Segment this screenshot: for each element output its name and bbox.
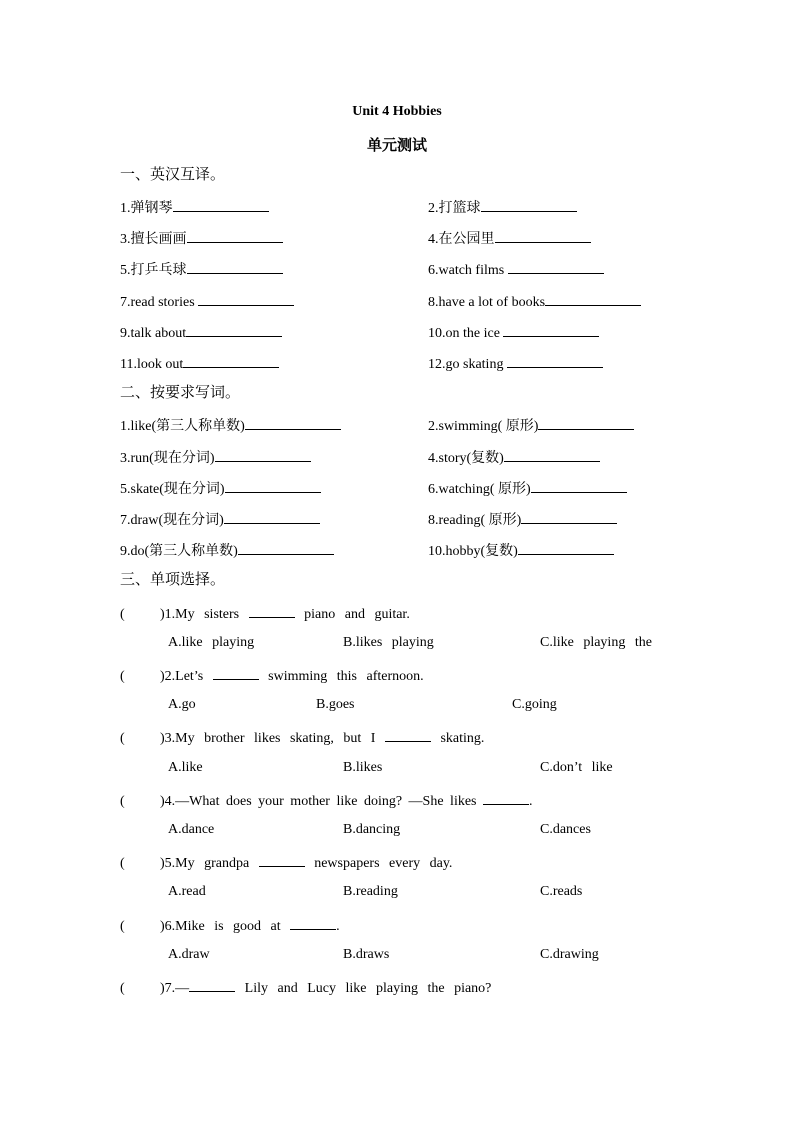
answer-blank[interactable] — [481, 197, 577, 212]
translation-item — [120, 259, 283, 280]
option-b[interactable]: B.goes — [316, 697, 355, 712]
page-subtitle: 单元测试 — [366, 138, 427, 154]
answer-blank[interactable] — [385, 727, 431, 742]
answer-blank[interactable] — [521, 509, 617, 524]
answer-blank[interactable] — [183, 353, 279, 368]
stem-text: )3.My brother likes skating, but I — [160, 731, 385, 746]
answer-blank[interactable] — [495, 228, 591, 243]
translation-item — [120, 353, 279, 374]
option-a[interactable]: A.like playing — [168, 635, 255, 650]
item-text: 7.read stories — [120, 295, 199, 310]
stem-text: piano and guitar. — [294, 607, 410, 622]
answer-blank[interactable] — [545, 291, 641, 306]
item-text: 9.talk about — [120, 326, 187, 341]
word-form-item — [428, 540, 614, 561]
item-text: 4.在公园里 — [428, 232, 495, 247]
stem-text: skating. — [430, 731, 485, 746]
question-stem — [120, 665, 424, 686]
item-text: 7.draw(现在分词) — [120, 513, 224, 528]
item-text: 1.弹钢琴 — [120, 201, 173, 216]
answer-blank[interactable] — [249, 603, 295, 618]
answer-blank[interactable] — [290, 915, 336, 930]
item-text: 10.hobby(复数) — [428, 544, 518, 559]
answer-paren[interactable]: ( — [120, 919, 125, 934]
answer-blank[interactable] — [538, 415, 634, 430]
stem-text: )4.—What does your mother like doing? —She likes — [160, 794, 483, 809]
stem-text: . — [529, 794, 533, 809]
option-a[interactable]: A.like — [168, 760, 203, 775]
item-text: 2.打篮球 — [428, 201, 481, 216]
word-form-item — [120, 478, 321, 499]
word-form-item — [120, 540, 334, 561]
word-form-item — [120, 447, 311, 468]
translation-item — [428, 259, 604, 280]
translation-item — [428, 197, 577, 218]
section1-heading: 一、英汉互译。 — [120, 167, 226, 183]
answer-paren[interactable]: ( — [120, 669, 125, 684]
stem-text: . — [336, 919, 340, 934]
question-stem — [120, 603, 410, 624]
answer-blank[interactable] — [189, 977, 235, 992]
question-stem — [120, 915, 340, 936]
option-c[interactable]: C.like playing the — [540, 635, 652, 650]
answer-blank[interactable] — [504, 447, 600, 462]
item-text: 11.look out — [120, 357, 184, 372]
answer-paren[interactable]: ( — [120, 731, 125, 746]
option-c[interactable]: C.don’t like — [540, 760, 613, 775]
answer-blank[interactable] — [503, 322, 599, 337]
translation-item — [120, 228, 283, 249]
word-form-item — [428, 447, 600, 468]
answer-blank[interactable] — [518, 540, 614, 555]
option-a[interactable]: A.dance — [168, 822, 215, 837]
answer-blank[interactable] — [198, 291, 294, 306]
answer-blank[interactable] — [238, 540, 334, 555]
item-text: 9.do(第三人称单数) — [120, 544, 238, 559]
section2-heading: 二、按要求写词。 — [120, 385, 241, 401]
item-text: 6.watch films — [428, 263, 508, 278]
stem-text: )7.— — [160, 981, 190, 996]
item-text: 5.skate(现在分词) — [120, 482, 225, 497]
answer-blank[interactable] — [187, 259, 283, 274]
stem-text: )5.My grandpa — [160, 856, 259, 871]
option-a[interactable]: A.draw — [168, 947, 210, 962]
stem-text: newspapers every day. — [304, 856, 453, 871]
option-b[interactable]: B.dancing — [343, 822, 401, 837]
answer-blank[interactable] — [215, 447, 311, 462]
word-form-item — [428, 478, 627, 499]
question-stem — [120, 727, 484, 748]
answer-blank[interactable] — [213, 665, 259, 680]
translation-item — [120, 291, 294, 312]
translation-item — [120, 197, 269, 218]
answer-blank[interactable] — [186, 322, 282, 337]
translation-item — [120, 322, 282, 343]
option-c[interactable]: C.reads — [540, 884, 583, 899]
item-text: 2.swimming( 原形) — [428, 419, 539, 434]
answer-blank[interactable] — [507, 353, 603, 368]
option-b[interactable]: B.draws — [343, 947, 390, 962]
item-text: 4.story(复数) — [428, 451, 504, 466]
answer-paren[interactable]: ( — [120, 607, 125, 622]
answer-paren[interactable]: ( — [120, 981, 125, 996]
word-form-item — [120, 415, 341, 436]
option-c[interactable]: C.dances — [540, 822, 591, 837]
stem-text: Lily and Lucy like playing the piano? — [235, 981, 492, 996]
answer-blank[interactable] — [259, 852, 305, 867]
item-text: 6.watching( 原形) — [428, 482, 531, 497]
answer-blank[interactable] — [483, 790, 529, 805]
page-title: Unit 4 Hobbies — [352, 104, 442, 119]
translation-item — [428, 291, 641, 312]
answer-blank[interactable] — [173, 197, 269, 212]
question-stem — [120, 852, 452, 873]
answer-paren[interactable]: ( — [120, 794, 125, 809]
section3-heading: 三、单项选择。 — [120, 572, 226, 588]
option-b[interactable]: B.reading — [343, 884, 398, 899]
question-stem — [120, 977, 491, 998]
word-form-item — [120, 509, 320, 530]
item-text: 8.have a lot of books — [428, 295, 546, 310]
answer-blank[interactable] — [224, 509, 320, 524]
translation-item — [428, 228, 591, 249]
option-a[interactable]: A.go — [168, 697, 196, 712]
item-text: 3.run(现在分词) — [120, 451, 215, 466]
item-text: 3.擅长画画 — [120, 232, 187, 247]
answer-paren[interactable]: ( — [120, 856, 125, 871]
word-form-item — [428, 509, 617, 530]
option-c[interactable]: C.going — [512, 697, 557, 712]
stem-text: )2.Let’s — [160, 669, 213, 684]
answer-blank[interactable] — [508, 259, 604, 274]
translation-item — [428, 353, 603, 374]
stem-text: )6.Mike is good at — [160, 919, 291, 934]
item-text: 5.打乒乓球 — [120, 263, 187, 278]
option-b[interactable]: B.likes playing — [343, 635, 434, 650]
answer-blank[interactable] — [531, 478, 627, 493]
stem-text: swimming this afternoon. — [258, 669, 424, 684]
translation-item — [428, 322, 599, 343]
option-c[interactable]: C.drawing — [540, 947, 599, 962]
item-text: 12.go skating — [428, 357, 507, 372]
answer-blank[interactable] — [187, 228, 283, 243]
item-text: 8.reading( 原形) — [428, 513, 522, 528]
option-b[interactable]: B.likes — [343, 760, 383, 775]
stem-text: )1.My sisters — [160, 607, 249, 622]
item-text: 1.like(第三人称单数) — [120, 419, 245, 434]
answer-blank[interactable] — [225, 478, 321, 493]
option-a[interactable]: A.read — [168, 884, 206, 899]
item-text: 10.on the ice — [428, 326, 504, 341]
question-stem — [120, 790, 533, 811]
answer-blank[interactable] — [245, 415, 341, 430]
word-form-item — [428, 415, 634, 436]
